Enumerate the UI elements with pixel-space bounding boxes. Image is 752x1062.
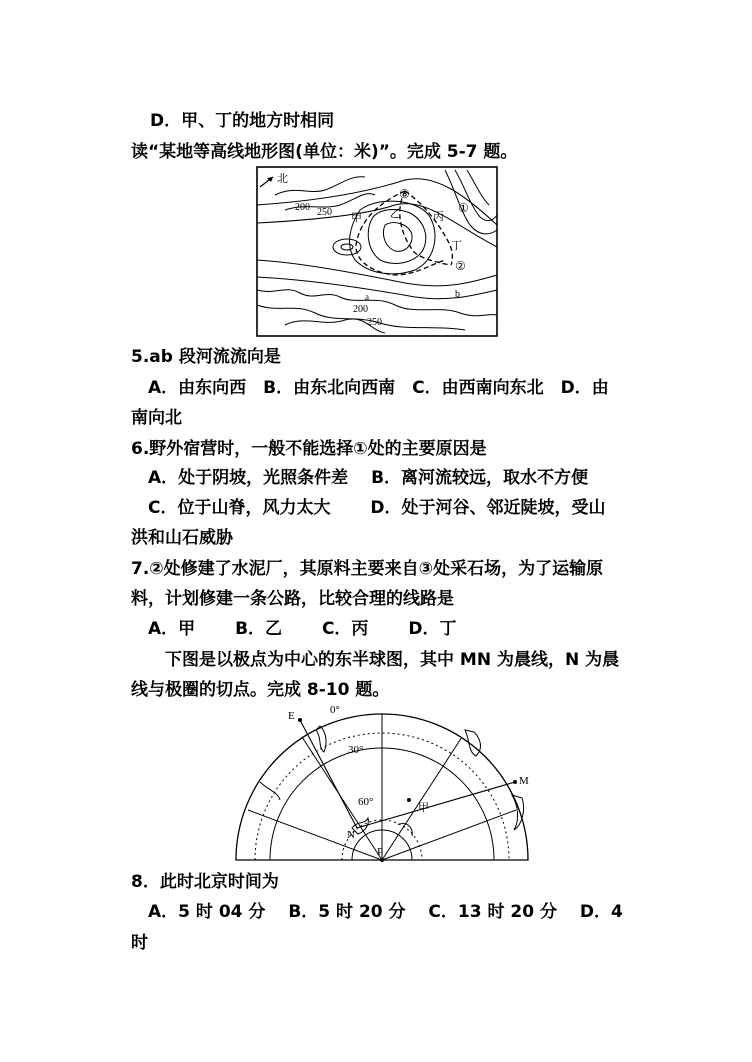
question-5: 5.ab 段河流流向是 [131, 347, 281, 367]
contour-label: 250 [367, 317, 382, 328]
point-a: a [365, 292, 369, 302]
point-e: E [288, 710, 295, 722]
label-bing: 丙 [433, 211, 444, 223]
contour-label: 200 [353, 304, 368, 315]
label-30-degree: 30° [348, 744, 364, 756]
contour-map [255, 165, 500, 340]
point-b: b [455, 289, 460, 300]
point-n: N [347, 829, 355, 841]
contour-label: 200 [295, 202, 310, 213]
marker-3: ③ [399, 187, 410, 201]
question-5-options-cont: 南向北 [131, 408, 182, 428]
hemisphere-intro-cont: 线与极圈的切点。完成 8-10 题。 [131, 680, 390, 700]
question-7: 7.②处修建了水泥厂，其原料主要来自③处采石场，为了运输原 [131, 559, 604, 579]
hemisphere-map [230, 700, 535, 865]
point-p: P [377, 846, 384, 858]
question-6-options-cd-cont: 洪和山石威胁 [131, 528, 233, 548]
question-7-cont: 料，计划修建一条公路，比较合理的线路是 [131, 589, 454, 609]
option-d-previous: D．甲、丁的地方时相同 [150, 111, 335, 131]
label-0-degree: 0° [330, 704, 340, 716]
point-jia: 甲 [418, 802, 429, 814]
label-60-degree: 60° [358, 796, 374, 808]
question-7-options: A．甲 B．乙 C．丙 D．丁 [148, 619, 457, 639]
label-ding: 丁 [451, 240, 462, 252]
question-6-options-cd: C．位于山脊，风力太大 D．处于河谷、邻近陡坡，受山 [148, 498, 606, 518]
hemisphere-intro: 下图是以极点为中心的东半球图，其中 MN 为晨线，N 为晨 [165, 650, 620, 670]
label-yi: 乙 [390, 208, 401, 220]
north-label: 北 [277, 173, 288, 185]
label-jia: 甲 [351, 212, 362, 224]
question-6-options-ab: A．处于阴坡，光照条件差 B．离河流较远，取水不方便 [148, 468, 589, 488]
contour-label: 250 [317, 207, 332, 218]
marker-1: ① [458, 201, 469, 215]
question-6: 6.野外宿营时，一般不能选择①处的主要原因是 [131, 439, 487, 459]
question-8-options: A．5 时 04 分 B．5 时 20 分 C．13 时 20 分 D．4 [148, 902, 623, 922]
question-5-options: A．由东向西 B．由东北向西南 C．由西南向东北 D．由 [148, 378, 609, 398]
marker-2: ② [455, 259, 466, 273]
point-m: M [519, 775, 529, 787]
map-intro: 读“某地等高线地形图(单位：米)”。完成 5-7 题。 [131, 142, 518, 162]
question-8: 8．此时北京时间为 [131, 872, 279, 892]
question-8-options-cont: 时 [131, 933, 148, 953]
